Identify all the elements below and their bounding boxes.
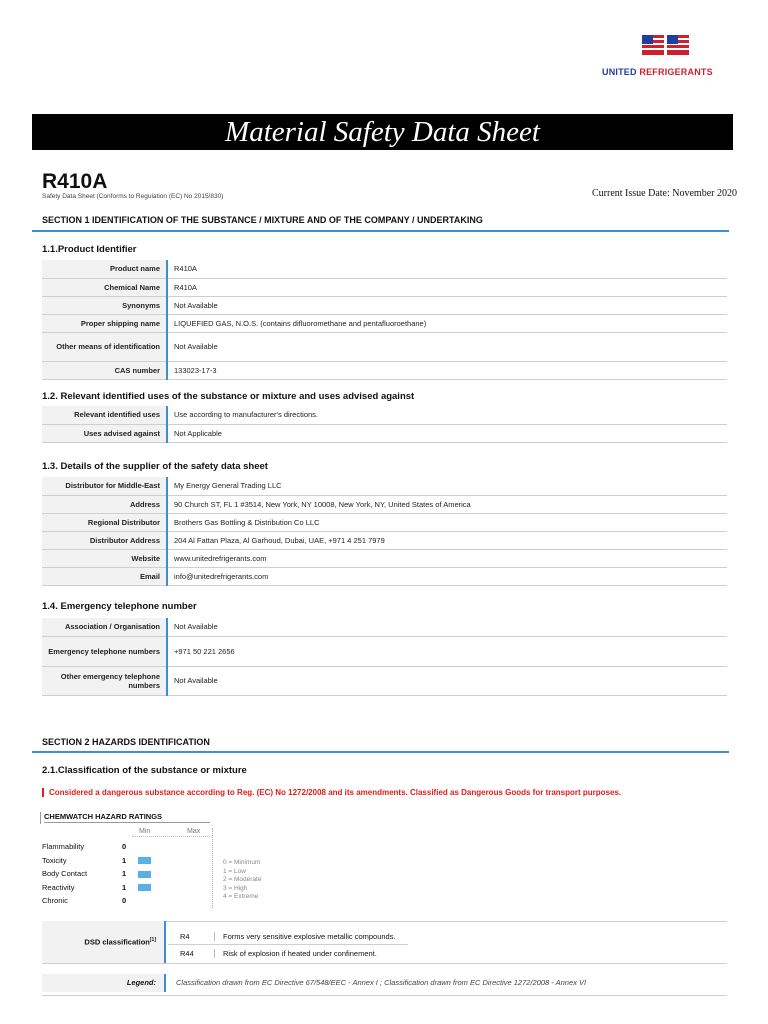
scale-entry: 3 = High xyxy=(223,884,248,892)
dsd-reference: [1] xyxy=(149,937,156,943)
rating-row xyxy=(42,854,198,868)
rating-bar xyxy=(138,884,151,891)
scale-entry: 2 = Moderate xyxy=(223,876,262,883)
rating-row xyxy=(42,840,198,854)
dsd-classification-label xyxy=(42,937,156,947)
field-label: Relevant identified uses xyxy=(42,406,167,424)
rating-bar-cell xyxy=(138,881,198,895)
table-row xyxy=(42,296,727,314)
uses-table xyxy=(42,406,727,443)
field-label: Product name xyxy=(42,260,167,278)
risk-code: R4 xyxy=(168,932,215,941)
table-row xyxy=(42,495,727,513)
field-value: Use according to manufacturer's directions. xyxy=(167,406,727,424)
rating-bar xyxy=(138,857,151,864)
classification-heading: 2.1.Classification of the substance or mixture xyxy=(42,765,247,776)
rating-bar-cell xyxy=(138,867,198,881)
table-row xyxy=(42,332,727,361)
ratings-scale-line xyxy=(132,836,210,838)
risk-code: R44 xyxy=(168,949,215,958)
rating-value: 0 xyxy=(122,896,127,906)
document-title: Material Safety Data Sheet xyxy=(32,114,733,150)
rating-bar xyxy=(138,871,151,878)
field-value: R410A xyxy=(167,278,727,296)
table-row xyxy=(42,666,727,695)
rating-name: Reactivity xyxy=(42,882,75,892)
rating-value: 1 xyxy=(122,882,127,892)
field-label: CAS number xyxy=(42,361,167,379)
risk-phrase: Forms very sensitive explosive metallic compounds. xyxy=(223,931,396,941)
rating-row xyxy=(42,881,198,895)
table-row xyxy=(42,636,727,666)
uses-heading: 1.2. Relevant identified uses of the substance or mixture and uses advised against xyxy=(42,391,415,402)
table-row xyxy=(42,260,727,278)
rating-bar-cell xyxy=(138,894,198,908)
product-identifier-table xyxy=(42,260,727,380)
rating-scale-legend xyxy=(223,859,261,902)
scale-entry: 1 = Low xyxy=(223,867,246,875)
table-row xyxy=(42,314,727,332)
issue-date: Current Issue Date: November 2020 xyxy=(592,188,737,199)
field-label: Distributor for Middle-East xyxy=(42,477,167,495)
field-label: Email xyxy=(42,567,167,585)
rating-value: 1 xyxy=(122,855,127,865)
dsd-label-text: DSD classification xyxy=(84,937,150,947)
field-value: My Energy General Trading LLC xyxy=(167,477,727,495)
field-value: R410A xyxy=(167,260,727,278)
max-label: Max xyxy=(187,828,201,835)
product-name: R410A xyxy=(42,170,108,193)
field-label: Association / Organisation xyxy=(42,618,167,636)
section1-divider xyxy=(32,230,729,232)
dangerous-substance-warning: Considered a dangerous substance according to Reg. (EC) No 1272/2008 and its amendments. Classified as Dangerous Goods for transport purposes. xyxy=(42,788,621,797)
scale-entry: 4 = Extreme xyxy=(223,893,259,900)
dsd-rows xyxy=(168,928,727,961)
field-value: www.unitedrefrigerants.com xyxy=(167,549,727,567)
rating-name: Chronic xyxy=(42,896,68,906)
rating-bar-cell xyxy=(138,840,198,854)
field-value: Not Available xyxy=(167,296,727,314)
brand-name xyxy=(602,67,713,77)
table-row xyxy=(42,549,727,567)
section2-divider xyxy=(32,751,729,753)
section2-heading: SECTION 2 HAZARDS IDENTIFICATION xyxy=(42,737,210,747)
field-value: 90 Church ST, FL 1 #3514, New York, NY 10008, New York, NY, United States of America xyxy=(167,495,727,513)
legend-label: Legend: xyxy=(126,978,156,987)
emergency-heading: 1.4. Emergency telephone number xyxy=(42,601,197,612)
table-row xyxy=(42,424,727,442)
field-label: Synonyms xyxy=(42,296,167,314)
field-label: Other means of identification xyxy=(42,332,167,361)
rating-row xyxy=(42,867,198,881)
supplier-heading: 1.3. Details of the supplier of the safety data sheet xyxy=(42,461,268,472)
field-value: Not Applicable xyxy=(167,424,727,442)
field-label: Proper shipping name xyxy=(42,314,167,332)
hazard-ratings-title: CHEMWATCH HAZARD RATINGS xyxy=(44,812,163,821)
table-row xyxy=(42,618,727,636)
field-label: Distributor Address xyxy=(42,531,167,549)
field-value: 204 Al Fattan Plaza, Al Garhoud, Dubai, UAE, +971 4 251 7979 xyxy=(167,531,727,549)
brand-prefix: UNITED xyxy=(602,67,640,77)
table-row xyxy=(42,531,727,549)
legend-bottom-border xyxy=(42,995,727,996)
field-value: Not Available xyxy=(167,618,727,636)
rating-value: 1 xyxy=(122,869,127,879)
field-label: Website xyxy=(42,549,167,567)
ratings-separator xyxy=(212,828,214,908)
field-label: Emergency telephone numbers xyxy=(42,636,167,666)
ratings-title-underline xyxy=(44,822,210,823)
section1-heading: SECTION 1 IDENTIFICATION OF THE SUBSTANCE / MIXTURE AND OF THE COMPANY / UNDERTAKING xyxy=(42,215,483,225)
field-value: 133023-17-3 xyxy=(167,361,727,379)
ratings-title-marker xyxy=(40,812,41,824)
legend-text: Classification drawn from EC Directive 67/548/EEC - Annex I ; Classification drawn from EC Directive 1272/2008 - Annex VI xyxy=(176,978,587,987)
dsd-row xyxy=(168,945,727,961)
table-row xyxy=(42,361,727,379)
table-row xyxy=(42,513,727,531)
united-refrigerants-logo xyxy=(642,33,690,57)
table-row xyxy=(42,406,727,424)
field-label: Regional Distributor xyxy=(42,513,167,531)
rating-value: 0 xyxy=(122,842,127,852)
product-identifier-heading: 1.1.Product Identifier xyxy=(42,244,137,255)
rating-row xyxy=(42,894,198,908)
rating-name: Flammability xyxy=(42,842,85,852)
field-value: info@unitedrefrigerants.com xyxy=(167,567,727,585)
table-row xyxy=(42,477,727,495)
field-value: LIQUEFIED GAS, N.O.S. (contains difluoromethane and pentafluoroethane) xyxy=(167,314,727,332)
min-label: Min xyxy=(139,828,151,835)
dsd-bottom-border xyxy=(42,963,727,964)
rating-name: Body Contact xyxy=(42,869,88,879)
risk-phrase: Risk of explosion if heated under confinement. xyxy=(223,948,377,958)
brand-suffix: REFRIGERANTS xyxy=(639,67,713,77)
field-value: Not Available xyxy=(167,666,727,695)
field-value: Brothers Gas Bottling & Distribution Co LLC xyxy=(167,513,727,531)
table-row xyxy=(42,567,727,585)
hazard-ratings-table xyxy=(42,840,198,908)
dsd-row xyxy=(168,928,727,944)
rating-name: Toxicity xyxy=(42,855,67,865)
field-value: +971 50 221 2656 xyxy=(167,636,727,666)
table-row xyxy=(42,278,727,296)
supplier-table xyxy=(42,477,727,586)
field-label: Other emergency telephone numbers xyxy=(42,666,167,695)
field-label: Chemical Name xyxy=(42,278,167,296)
field-value: Not Available xyxy=(167,332,727,361)
emergency-table xyxy=(42,618,727,696)
field-label: Uses advised against xyxy=(42,424,167,442)
rating-bar-cell xyxy=(138,854,198,868)
document-subtitle: Safety Data Sheet (Conforms to Regulation (EC) No 2015/830) xyxy=(42,193,224,200)
scale-entry: 0 = Minimum xyxy=(223,859,261,866)
field-label: Address xyxy=(42,495,167,513)
